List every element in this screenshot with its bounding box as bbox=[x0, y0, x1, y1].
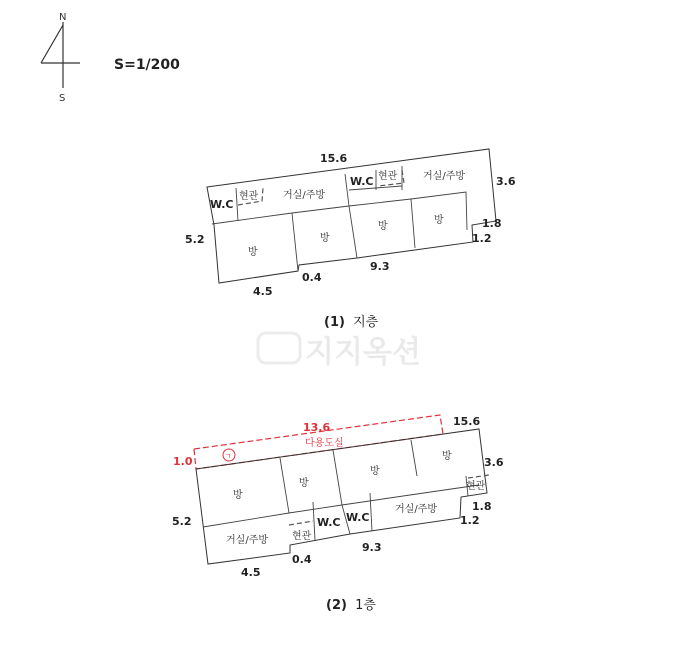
basement-living-left: 거실/주방 bbox=[283, 190, 326, 201]
basement-dim-bottom-mid: 9.3 bbox=[370, 260, 390, 273]
utility-marker: ㄱ bbox=[224, 452, 232, 461]
floor-plan-basement bbox=[185, 149, 516, 298]
basement-caption bbox=[324, 314, 379, 330]
basement-entry-left: 현관 bbox=[239, 191, 259, 202]
ground-room-2: 방 bbox=[299, 478, 309, 489]
basement-room-3: 방 bbox=[378, 221, 388, 232]
ground-dim-bottom-left: 4.5 bbox=[241, 566, 261, 579]
ground-living-right: 거실/주방 bbox=[395, 504, 438, 515]
ground-room-4: 방 bbox=[442, 451, 452, 462]
ground-dim-right: 3.6 bbox=[484, 456, 504, 469]
ground-caption bbox=[326, 598, 376, 613]
basement-caption-num: (1) bbox=[324, 315, 345, 330]
ground-dim-top: 15.6 bbox=[453, 415, 481, 428]
basement-outline bbox=[207, 149, 496, 283]
basement-dim-right: 3.6 bbox=[496, 175, 516, 188]
watermark bbox=[258, 333, 421, 370]
ground-dim-step: 0.4 bbox=[292, 553, 312, 566]
basement-living-right: 거실/주방 bbox=[423, 171, 466, 182]
scale-label: S=1/200 bbox=[114, 57, 180, 73]
floor-plan-ground bbox=[172, 415, 504, 579]
ground-entry-left: 현관 bbox=[292, 531, 312, 542]
ground-room-3: 방 bbox=[370, 466, 380, 477]
ground-caption-num: (2) bbox=[326, 598, 347, 613]
basement-dim-top: 15.6 bbox=[320, 152, 348, 165]
ground-entry-right: 현관 bbox=[466, 481, 486, 492]
basement-entry-right: 현관 bbox=[378, 171, 398, 182]
ground-wc-left: W.C bbox=[317, 516, 341, 529]
ground-dim-red-left: 1.0 bbox=[173, 455, 193, 468]
utility-room-label: 다용도실 bbox=[305, 438, 344, 449]
basement-dim-right-step1: 1.8 bbox=[482, 217, 502, 230]
south-label: S bbox=[59, 93, 66, 104]
ground-dim-red-top: 13.6 bbox=[303, 421, 331, 434]
basement-wc-right: W.C bbox=[350, 175, 374, 188]
north-label: N bbox=[59, 12, 67, 23]
ground-dim-bottom-mid: 9.3 bbox=[362, 541, 382, 554]
ground-caption-text: 1층 bbox=[355, 598, 376, 613]
ground-room-1: 방 bbox=[233, 490, 243, 501]
north-arrow bbox=[41, 12, 80, 104]
ground-dim-right-step1: 1.8 bbox=[472, 500, 492, 513]
ground-living-left: 거실/주방 bbox=[226, 535, 269, 546]
basement-wc-left: W.C bbox=[210, 198, 234, 211]
ground-walls bbox=[203, 485, 479, 527]
ground-wc-right: W.C bbox=[346, 511, 370, 524]
watermark-text: 지지옥션 bbox=[305, 335, 421, 370]
basement-caption-text: 지층 bbox=[353, 315, 379, 330]
basement-dim-right-step2: 1.2 bbox=[472, 232, 492, 245]
basement-room-4: 방 bbox=[434, 215, 444, 226]
basement-dim-bottom-left: 4.5 bbox=[253, 285, 273, 298]
ground-dim-left: 5.2 bbox=[172, 515, 192, 528]
basement-dim-left: 5.2 bbox=[185, 233, 205, 246]
ground-dim-right-step2: 1.2 bbox=[460, 514, 480, 527]
basement-room-1: 방 bbox=[248, 247, 258, 258]
basement-room-2: 방 bbox=[320, 233, 330, 244]
basement-dim-step: 0.4 bbox=[302, 271, 322, 284]
